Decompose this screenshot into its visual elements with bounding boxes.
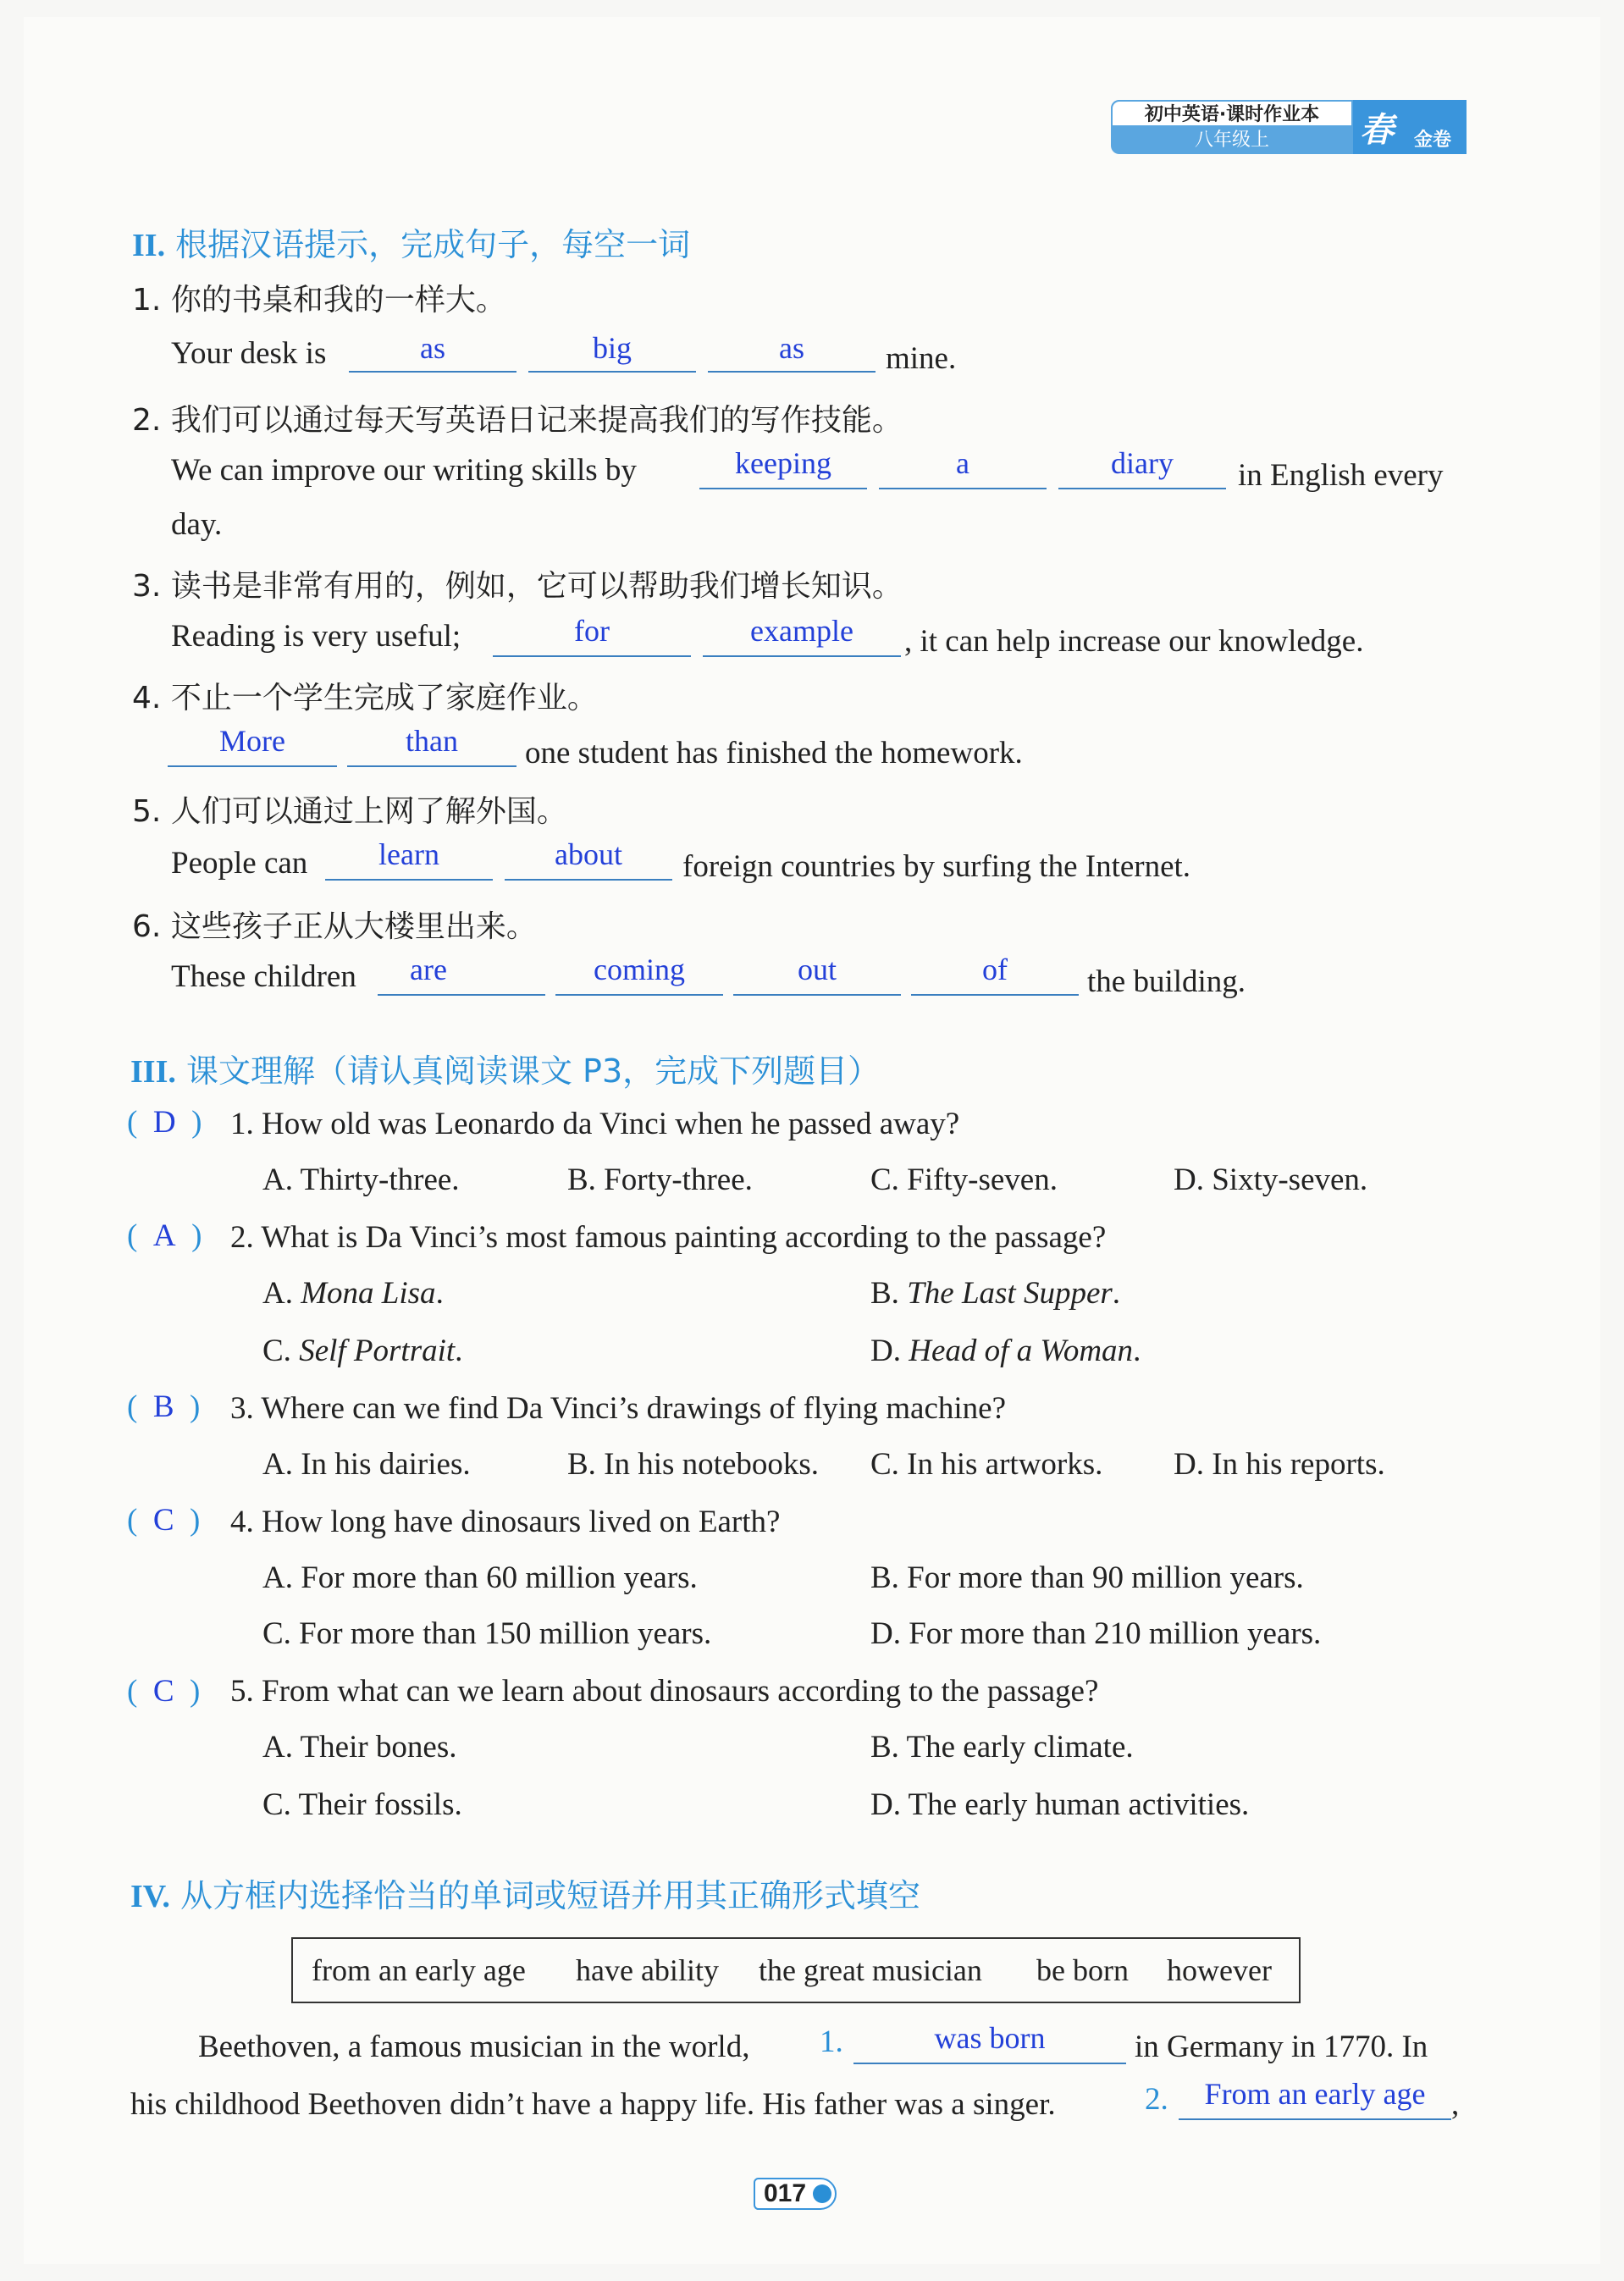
series-header <box>1111 100 1353 154</box>
q3-answer: B <box>152 1389 174 1424</box>
q5-text: 5. From what can we learn about dinosaurs according to the passage? <box>230 1674 1099 1709</box>
series-title: 初中英语·课时作业本 <box>1111 100 1353 127</box>
section-4-heading: IV. 从方框内选择恰当的单词或短语并用其正确形式填空 <box>130 1877 920 1914</box>
s2-item-5-answer-2: about <box>555 837 622 871</box>
s2-item-4-post: one student has finished the homework. <box>525 736 1023 770</box>
s2-item-6-answer-1: are <box>410 953 447 986</box>
s2-item-6-answer-3: out <box>797 953 837 986</box>
s2-item-4-answer-1: More <box>219 724 285 758</box>
q1-option-c[interactable]: C. Fifty-seven. <box>870 1163 1058 1197</box>
section-3-title: 课文理解（请认真阅读课文 P3，完成下列题目） <box>185 1052 881 1090</box>
s2-item-2-pre: We can improve our writing skills by <box>171 453 637 488</box>
word-box-item: be born <box>1036 1953 1129 1987</box>
blank-2-number: 2. <box>1145 2082 1168 2117</box>
s2-item-3-answer-1: for <box>574 614 610 648</box>
passage-answer-2: From an early age <box>1204 2077 1426 2111</box>
s2-item-2-answer-3: diary <box>1111 446 1174 480</box>
s2-item-6-answer-2: coming <box>594 953 685 986</box>
s2-item-4-answer-2: than <box>406 724 458 758</box>
s2-item-5-answer-1: learn <box>378 837 439 871</box>
page-number: 017 <box>754 2178 837 2210</box>
s2-item-3-answer-2: example <box>750 614 853 648</box>
q5-option-d[interactable]: D. The early human activities. <box>870 1787 1250 1822</box>
section-3-heading: III. 课文理解（请认真阅读课文 P3，完成下列题目） <box>130 1052 881 1090</box>
blank-1-number: 1. <box>820 2024 843 2059</box>
q2-option-d[interactable]: D. Head of a Woman. <box>870 1334 1141 1368</box>
word-box <box>291 1937 1301 2003</box>
q4-option-d[interactable]: D. For more than 210 million years. <box>870 1616 1322 1651</box>
q3-option-d[interactable]: D. In his reports. <box>1174 1447 1385 1482</box>
q1-answer-bracket: ( D ) <box>127 1105 202 1140</box>
s2-item-1-answer-1: as <box>420 331 445 365</box>
q4-option-b[interactable]: B. For more than 90 million years. <box>870 1560 1304 1595</box>
s2-item-6-answer-4: of <box>982 953 1008 986</box>
q3-text: 3. Where can we find Da Vinci’s drawings of flying machine? <box>230 1391 1006 1426</box>
s2-item-5-cn: 5. 人们可以通过上网了解外国。 <box>132 794 567 829</box>
s2-item-1-pre: Your desk is <box>171 336 327 371</box>
s2-item-5-post: foreign countries by surfing the Internet. <box>682 849 1191 884</box>
q3-option-a[interactable]: A. In his dairies. <box>262 1447 471 1482</box>
passage-line-2-pre: his childhood Beethoven didn’t have a happy life. His father was a singer. <box>130 2087 1056 2122</box>
s2-item-3-pre: Reading is very useful; <box>171 619 461 654</box>
passage-answer-1: was born <box>934 2021 1046 2055</box>
s2-item-3-post: , it can help increase our knowledge. <box>904 624 1364 659</box>
passage-line-1-post: in Germany in 1770. In <box>1135 2030 1428 2064</box>
q4-option-a[interactable]: A. For more than 60 million years. <box>262 1560 698 1595</box>
q4-answer-bracket: ( C ) <box>127 1503 201 1538</box>
q3-option-b[interactable]: B. In his notebooks. <box>567 1447 820 1482</box>
word-box-item: have ability <box>576 1953 719 1987</box>
s2-item-3-cn: 3. 读书是非常有用的，例如，它可以帮助我们增长知识。 <box>132 569 903 604</box>
q5-option-c[interactable]: C. Their fossils. <box>262 1787 462 1822</box>
s2-item-2-post: in English every <box>1238 458 1444 493</box>
section-2-title: 根据汉语提示，完成句子，每空一词 <box>175 226 691 263</box>
q2-option-a[interactable]: A. Mona Lisa. <box>262 1276 444 1311</box>
s2-item-1-cn: 1. 你的书桌和我的一样大。 <box>132 283 506 318</box>
q3-answer-bracket: ( B ) <box>127 1389 201 1424</box>
s2-item-2-cont: day. <box>171 507 223 542</box>
s2-item-5-pre: People can <box>171 846 308 881</box>
q5-option-b[interactable]: B. The early climate. <box>870 1730 1134 1765</box>
q5-option-a[interactable]: A. Their bones. <box>262 1730 457 1765</box>
logo-main: 春 <box>1360 111 1394 150</box>
q2-option-b[interactable]: B. The Last Supper. <box>870 1276 1121 1311</box>
section-2-heading: II. 根据汉语提示，完成句子，每空一词 <box>132 226 691 263</box>
s2-item-6-post: the building. <box>1087 964 1246 999</box>
s2-item-4-cn: 4. 不止一个学生完成了家庭作业。 <box>132 681 598 715</box>
q2-text: 2. What is Da Vinci’s most famous painting according to the passage? <box>230 1220 1107 1255</box>
brand-logo <box>1353 100 1467 154</box>
q1-option-a[interactable]: A. Thirty-three. <box>262 1163 460 1197</box>
logo-sub: 金卷 <box>1414 130 1452 151</box>
grade-label: 八年级上 <box>1194 130 1269 151</box>
q2-option-c[interactable]: C. Self Portrait. <box>262 1334 463 1368</box>
s2-item-6-pre: These children <box>171 959 356 994</box>
page-number-dot <box>813 2184 831 2203</box>
q1-text: 1. How old was Leonardo da Vinci when he passed away? <box>230 1107 960 1141</box>
passage-line-1-pre: Beethoven, a famous musician in the world, <box>198 2030 750 2064</box>
word-box-item: however <box>1167 1953 1272 1987</box>
s2-item-1-answer-2: big <box>592 331 632 365</box>
s2-item-2-answer-2: a <box>956 446 969 480</box>
q4-answer: C <box>152 1503 174 1538</box>
word-box-item: from an early age <box>312 1953 526 1987</box>
s2-item-2-cn: 2. 我们可以通过每天写英语日记来提高我们的写作技能。 <box>132 403 903 438</box>
word-box-item: the great musician <box>759 1953 982 1987</box>
section-4-title: 从方框内选择恰当的单词或短语并用其正确形式填空 <box>180 1877 920 1914</box>
q1-option-b[interactable]: B. Forty-three. <box>567 1163 753 1197</box>
passage-line-2-post: , <box>1451 2087 1460 2122</box>
q1-option-d[interactable]: D. Sixty-seven. <box>1174 1163 1368 1197</box>
s2-item-2-answer-1: keeping <box>735 446 831 480</box>
q3-option-c[interactable]: C. In his artworks. <box>870 1447 1103 1482</box>
q2-answer: A <box>152 1218 176 1253</box>
s2-item-1-post: mine. <box>886 341 957 376</box>
s2-item-1-answer-3: as <box>779 331 804 365</box>
q2-answer-bracket: ( A ) <box>127 1218 202 1253</box>
q1-answer: D <box>152 1105 176 1140</box>
q4-text: 4. How long have dinosaurs lived on Earth? <box>230 1505 781 1539</box>
q5-answer: C <box>152 1674 174 1709</box>
s2-item-6-cn: 6. 这些孩子正从大楼里出来。 <box>132 909 537 944</box>
q4-option-c[interactable]: C. For more than 150 million years. <box>262 1616 712 1651</box>
q5-answer-bracket: ( C ) <box>127 1674 201 1709</box>
